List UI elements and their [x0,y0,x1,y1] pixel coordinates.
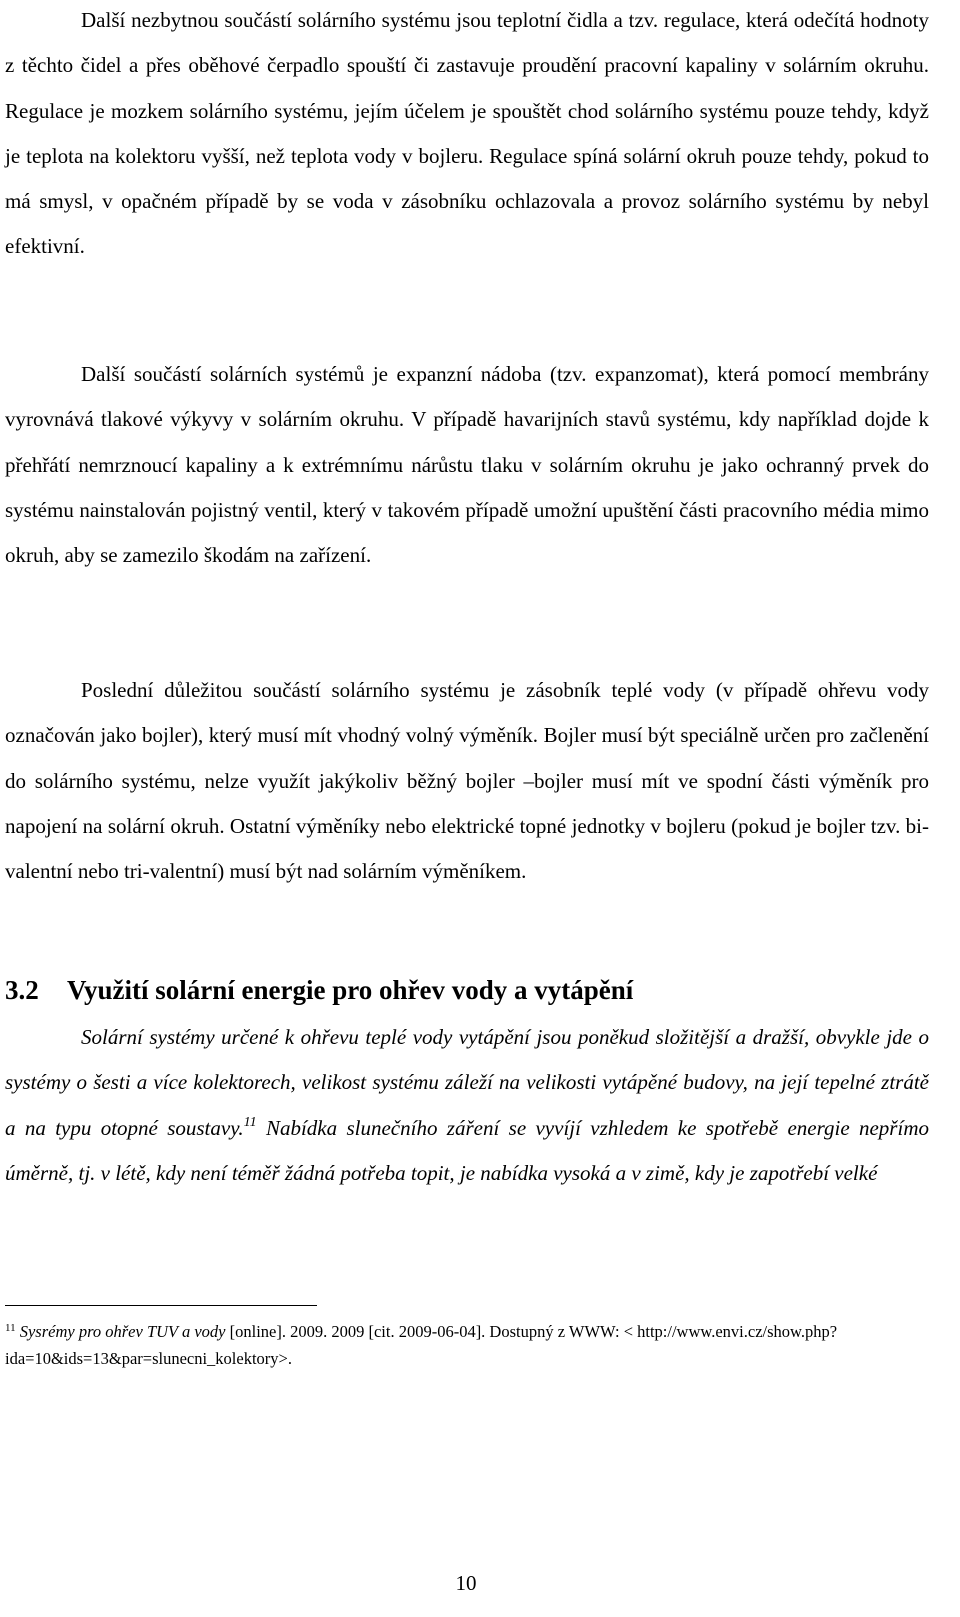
footnote [5,1318,935,1372]
paragraph-hot-water-tank: Poslední důležitou součástí solárního systému je zásobník teplé vody (v případě ohřevu vody označován jako bojler), který musí mít vhodný volný výměník. Bojler musí být speciálně určen pro začlenění do solárního systému, nelze využít jakýkoliv běžný bojler –bojler musí mít ve spodní části výměník pro napojení na solární okruh. Ostatní výměníky nebo elektrické topné jednotky v bojleru (pokud je bojler tzv. bi-valentní nebo tri-valentní) musí být nad solárním výměníkem. [5,678,929,884]
footnote-marker: 11 [5,1322,16,1334]
paragraph-heating-text-continued: Nabídka slunečního záření se vyvíjí vzhledem ke spotřebě energie nepřímo úměrně, tj. v létě, kdy není téměř žádná potřeba topit, je nabídka vysoká a v zimě, kdy je zapotřebí velké [5,1115,929,1185]
paragraph-heating-text: Solární systémy určené k ohřevu teplé vody vytápění jsou poněkud složitější a dražší, obvykle jde o systémy o šesti a více kolektorech, velikost systému záleží na velikosti vytápěné budovy, na její tepelné ztrátě a na typu otopné soustavy. [5,1025,929,1140]
paragraph-expansion-vessel: Další součástí solárních systémů je expanzní nádoba (tzv. expanzomat), která pomocí membrány vyrovnává tlakové výkyvy v solárním okruhu. V případě havarijních stavů systému, kdy například dojde k přehřátí nemrznoucí kapaliny a k extrémnímu nárůstu tlaku v solárním okruhu je jako ochranný prvek do systému nainstalován pojistný ventil, který v takovém případě umožní upuštění části pracovního média mimo okruh, aby se zamezilo škodám na zařízení. [5,362,929,568]
section-heading [5,970,633,1010]
footnote-source-title: Sysrémy pro ohřev TUV a vody [19,1322,226,1341]
section-title: Využití solární energie pro ohřev vody a vytápění [67,975,634,1005]
footnote-source-text: [online]. 2009. 2009 [cit. 2009-06-04]. Dostupný z WWW: < http://www.envi.cz/show.php?ida=10&ids=13&par=slunecni_kolektory>. [5,1322,838,1368]
paragraph-temperature-sensors: Další nezbytnou součástí solárního systému jsou teplotní čidla a tzv. regulace, která odečítá hodnoty z těchto čidel a přes oběhové čerpadlo spouští či zastavuje proudění pracovní kapaliny v solárním okruhu. Regulace je mozkem solárního systému, jejím účelem je spouštět chod solárního systému pouze tehdy, když je teplota na kolektoru vyšší, než teplota vody v bojleru. Regulace spíná solární okruh pouze tehdy, pokud to má smysl, v opačném případě by se voda v zásobníku ochlazovala a provoz solárního systému by nebyl efektivní. [5,8,929,259]
paragraph-heating-systems [5,1015,929,1196]
section-number: 3.2 [5,975,39,1005]
page-number: 10 [455,1571,477,1595]
footnote-separator [5,1305,317,1306]
footnote-reference[interactable]: 11 [243,1114,257,1130]
